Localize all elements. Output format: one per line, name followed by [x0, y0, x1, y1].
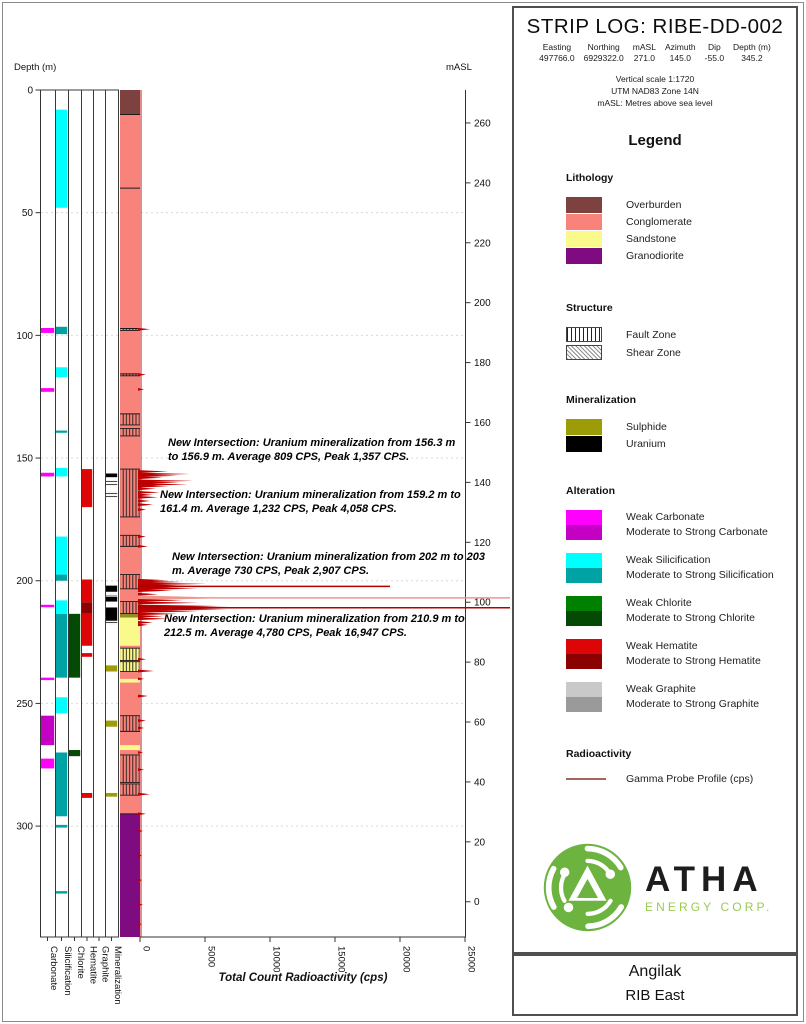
fault-zone	[121, 716, 140, 732]
legend-section-title: Structure	[566, 302, 613, 314]
legend-swatch-sandstone	[566, 231, 602, 247]
legend-swatch-gamma-line	[566, 778, 606, 780]
svg-text:20: 20	[474, 837, 486, 849]
interval-hematite	[82, 653, 92, 657]
interval-silicification	[56, 614, 67, 678]
fault-zone	[121, 575, 140, 589]
interval-chlorite	[69, 750, 80, 756]
svg-text:160: 160	[474, 417, 491, 429]
legend-label: Moderate to Strong Chlorite	[626, 612, 755, 624]
legend-item-shear-zone	[566, 345, 681, 360]
fault-zone	[121, 414, 140, 425]
interval-silicification	[56, 600, 67, 613]
svg-text:200: 200	[16, 576, 33, 588]
collar-info	[514, 42, 796, 65]
track-label-mineralization: Mineralization	[112, 946, 123, 1005]
legend-swatch-weak-chlorite	[566, 596, 602, 626]
svg-text:0: 0	[140, 946, 152, 952]
legend-section-title: Radioactivity	[566, 748, 632, 760]
masl-axis-label: mASL	[446, 62, 472, 73]
legend-label: Shear Zone	[626, 346, 681, 359]
atha-logo	[540, 840, 774, 935]
intersection-annotation: New Intersection: Uranium mineralization from 210.9 m to 212.5 m. Average 4,780 CPS, Peak 16,947 CPS.	[164, 613, 465, 639]
lithology-unit	[120, 115, 140, 814]
legend-item-uranium	[566, 436, 667, 452]
svg-text:220: 220	[474, 238, 491, 250]
legend-section-alteration	[566, 485, 774, 725]
legend-label: Granodiorite	[626, 250, 684, 262]
legend-label: Fault Zone	[626, 328, 677, 341]
collar-field: Northing 6929322.0	[583, 42, 624, 64]
interval-silicification	[56, 697, 67, 713]
interval-silicification	[56, 431, 67, 433]
interval-mineralization	[106, 597, 117, 602]
svg-text:0: 0	[27, 85, 33, 97]
atha-logo-icon	[540, 840, 635, 935]
svg-text:100: 100	[16, 330, 33, 342]
intersection-annotation: New Intersection: Uranium mineralization from 156.3 m to 156.9 m. Average 809 CPS, Peak 1,357 CPS.	[168, 437, 456, 463]
fault-zone	[121, 755, 140, 782]
legend-swatch-shear-zone	[566, 345, 602, 360]
atha-logo-subtitle: ENERGY CORP.	[645, 899, 773, 914]
depth-axis-label: Depth (m)	[14, 62, 57, 73]
interval-silicification	[56, 367, 67, 377]
svg-text:40: 40	[474, 777, 486, 789]
track-label-hematite: Hematite	[87, 946, 99, 985]
atha-logo-name: ATHA	[645, 859, 764, 899]
legend-label: Overburden	[626, 199, 682, 211]
legend-swatch-fault-zone	[566, 327, 602, 342]
interval-carbonate	[41, 328, 54, 333]
legend-label: Moderate to Strong Carbonate	[626, 526, 768, 538]
legend-label: Weak Carbonate	[626, 511, 705, 523]
interval-silicification	[56, 891, 67, 893]
interval-mineralization	[106, 480, 117, 482]
collar-field: Dip -55.0	[704, 42, 725, 64]
interval-carbonate	[41, 605, 54, 607]
legend-label: Uranium	[626, 438, 666, 450]
svg-text:200: 200	[474, 298, 491, 310]
legend-item-weak-carbonate	[566, 510, 774, 540]
panel-title: STRIP LOG: RIBE-DD-002	[526, 15, 784, 38]
interval-mineralization	[106, 621, 117, 624]
track-label-graphite: Graphite	[99, 946, 111, 983]
legend-label: Sandstone	[626, 233, 677, 245]
track-label-carbonate: Carbonate	[48, 946, 59, 991]
fault-zone	[121, 469, 140, 517]
interval-mineralization	[106, 593, 117, 595]
legend-title: Legend	[628, 132, 682, 149]
track-label-silicification: Silicification	[62, 946, 73, 996]
collar-field: Azimuth 145.0	[664, 42, 696, 64]
svg-text:10000: 10000	[270, 946, 282, 973]
track-label-chlorite: Chlorite	[75, 946, 86, 979]
svg-text:150: 150	[16, 453, 33, 465]
svg-text:260: 260	[474, 118, 491, 130]
legend-swatch-uranium	[566, 436, 602, 452]
fault-zone	[121, 784, 140, 795]
legend-section-radioactivity	[566, 748, 753, 785]
legend-item-overburden	[566, 197, 692, 213]
svg-text:15000: 15000	[335, 946, 347, 973]
legend-label: Weak Silicification	[626, 554, 711, 566]
legend-label: Gamma Probe Profile (cps)	[626, 773, 754, 785]
atha-logo-text	[645, 859, 773, 914]
collar-field: Easting 497766.0	[539, 42, 575, 64]
interval-carbonate	[41, 388, 54, 392]
interval-silicification	[56, 752, 67, 816]
interval-carbonate	[41, 716, 54, 745]
interval-mineralization	[106, 484, 117, 487]
legend-label: Moderate to Strong Silicification	[626, 569, 774, 581]
interval-silicification	[56, 575, 67, 581]
legend-label: Moderate to Strong Graphite	[626, 698, 760, 710]
legend-item-conglomerate	[566, 214, 692, 230]
svg-text:80: 80	[474, 657, 486, 669]
legend-section-lithology	[566, 172, 692, 265]
legend-label: Weak Hematite	[626, 640, 698, 652]
svg-text:60: 60	[474, 717, 486, 729]
svg-text:180: 180	[474, 358, 491, 370]
interval-mineralization	[106, 665, 117, 671]
interval-hematite	[82, 469, 92, 507]
svg-text:20000: 20000	[400, 946, 412, 973]
intersection-annotation: New Intersection: Uranium mineralization from 159.2 m to 161.4 m. Average 1,232 CPS, Peak 4,058 CPS.	[160, 489, 461, 515]
interval-mineralization	[106, 491, 117, 498]
legend-item-weak-silicification	[566, 553, 774, 583]
interval-chlorite	[69, 614, 80, 678]
legend-label: Weak Chlorite	[626, 597, 692, 609]
interval-hematite	[82, 614, 92, 646]
interval-silicification	[56, 110, 67, 208]
lithology-column	[120, 90, 140, 937]
interval-mineralization	[106, 793, 117, 797]
interval-hematite	[82, 580, 92, 603]
legend-item-weak-hematite	[566, 639, 774, 669]
interval-silicification	[56, 825, 67, 828]
collar-field: Depth (m) 345.2	[733, 42, 771, 64]
interval-silicification	[56, 327, 67, 334]
legend-item-weak-graphite	[566, 682, 774, 712]
interval-carbonate	[41, 678, 54, 680]
interval-hematite	[82, 793, 92, 798]
svg-text:240: 240	[474, 178, 491, 190]
legend-item-gamma-probe-profile-cps	[566, 773, 753, 785]
interval-carbonate	[41, 759, 54, 769]
legend-item-weak-chlorite	[566, 596, 774, 626]
fault-zone	[121, 429, 140, 436]
interval-mineralization	[106, 607, 117, 620]
svg-text:100: 100	[474, 597, 491, 609]
svg-text:0: 0	[474, 897, 480, 909]
interval-mineralization	[106, 586, 117, 592]
legend-swatch-weak-silicification	[566, 553, 602, 583]
svg-text:140: 140	[474, 477, 491, 489]
svg-text:300: 300	[16, 821, 33, 833]
legend-item-granodiorite	[566, 248, 692, 264]
scale-notes: Vertical scale 1:1720 UTM NAD83 Zone 14N mASL: Metres above sea level	[597, 73, 713, 108]
info-panel	[512, 6, 798, 954]
intersection-annotation: New Intersection: Uranium mineralization from 202 m to 203 m. Average 730 CPS, Peak 2,907 CPS.	[172, 551, 485, 577]
interval-hematite	[82, 602, 92, 614]
legend-item-sulphide	[566, 419, 667, 435]
radioactivity-axis-title: Total Count Radioactivity (cps)	[218, 972, 388, 984]
svg-text:250: 250	[16, 698, 33, 710]
legend-section-mineralization	[566, 394, 667, 453]
legend-label: Sulphide	[626, 421, 667, 433]
svg-text:120: 120	[474, 537, 491, 549]
track-backgrounds	[40, 90, 118, 937]
legend-section-structure	[566, 302, 681, 363]
project-area: RIB East	[625, 987, 685, 1004]
legend-label: Conglomerate	[626, 216, 692, 228]
project-box	[512, 954, 798, 1016]
svg-text:50: 50	[21, 208, 33, 220]
legend-swatch-sulphide	[566, 419, 602, 435]
fault-zone	[121, 602, 140, 614]
legend-section-title: Alteration	[566, 485, 616, 497]
interval-silicification	[56, 468, 67, 477]
legend-item-fault-zone	[566, 327, 681, 342]
legend-swatch-weak-hematite	[566, 639, 602, 669]
legend-section-title: Lithology	[566, 172, 614, 184]
legend-swatch-weak-carbonate	[566, 510, 602, 540]
legend-swatch-weak-graphite	[566, 682, 602, 712]
interval-carbonate	[41, 473, 54, 477]
legend-label: Weak Graphite	[626, 683, 696, 695]
legend-swatch-overburden	[566, 197, 602, 213]
legend-item-sandstone	[566, 231, 692, 247]
legend-swatch-conglomerate	[566, 214, 602, 230]
legend-section-title: Mineralization	[566, 394, 637, 406]
interval-mineralization	[106, 474, 117, 478]
lithology-unit	[120, 90, 140, 115]
legend-label: Moderate to Strong Hematite	[626, 655, 761, 667]
legend-swatch-granodiorite	[566, 248, 602, 264]
svg-text:5000: 5000	[205, 946, 217, 968]
interval-silicification	[56, 537, 67, 575]
lithology-unit	[120, 814, 140, 937]
fault-zone	[121, 535, 140, 546]
interval-mineralization	[106, 721, 117, 727]
svg-text:25000: 25000	[465, 946, 477, 973]
collar-field: mASL 271.0	[632, 42, 656, 64]
fault-zone	[121, 648, 140, 660]
fault-zone	[121, 662, 140, 672]
project-name: Angilak	[628, 963, 682, 980]
